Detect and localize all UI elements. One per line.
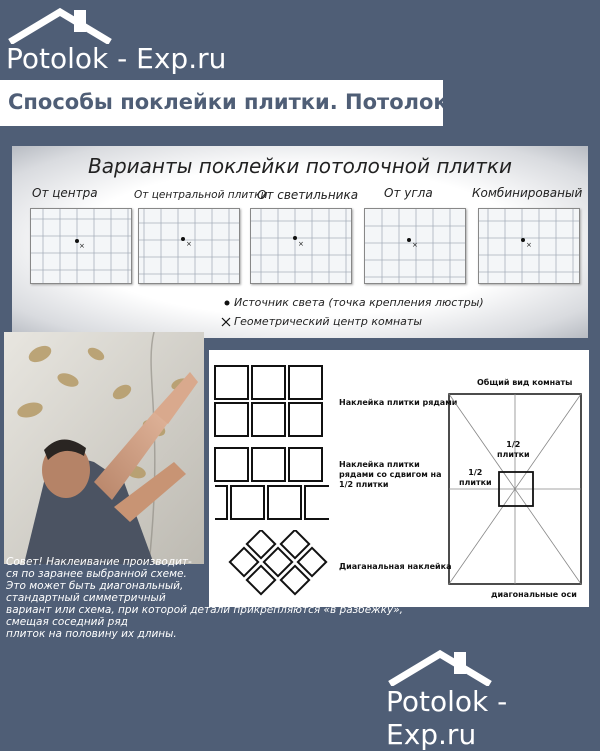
svg-text:×: × — [526, 241, 532, 249]
variant-label-lamp: От светильника — [257, 188, 359, 202]
label-diagonal: Диаганальная наклейка — [339, 562, 452, 571]
house-roof-icon — [386, 646, 496, 686]
label-half-tile-left: 1/2 плитки — [459, 468, 492, 487]
room-overview-diagram — [447, 392, 585, 588]
room-center-cross-icon — [220, 316, 232, 328]
variant-label-corner: От угла — [384, 186, 433, 200]
offset-rows-diagram — [213, 446, 331, 526]
variant-label-center: От центра — [32, 186, 98, 200]
page-title: Способы поклейки плитки. Потолок — [8, 90, 448, 114]
svg-text:×: × — [186, 240, 192, 248]
label-diagonal-axes: диагональные оси — [491, 590, 577, 599]
label-room-view: Общий вид комнаты — [477, 378, 573, 387]
straight-rows-diagram — [213, 364, 325, 438]
variant-label-combined: Комбинированый — [472, 186, 583, 200]
svg-text:×: × — [412, 241, 418, 249]
variant-label-central-tile: От центральной плитки — [134, 189, 268, 201]
layout-grid-center — [30, 208, 132, 284]
layout-grid-central-tile — [138, 208, 240, 284]
label-half-tile-top: 1/2 плитки — [497, 440, 530, 459]
brand-logo-text[interactable]: Potolok - Exp.ru — [386, 685, 508, 751]
svg-text:×: × — [79, 242, 85, 250]
layout-grid-corner — [364, 208, 466, 284]
label-straight-rows: Наклейка плитки рядами — [339, 398, 458, 407]
legend-light-source: Источник света (точка крепления люстры) — [234, 296, 484, 309]
layout-grid-lamp — [250, 208, 352, 284]
house-roof-icon — [6, 4, 116, 44]
variants-panel — [12, 146, 588, 338]
advice-text: Совет! Наклеивание производит- ся по заранее выбранной схеме. Это может быть диагональный, стандартный симметричный вариант или схема, при которой детали прикрепляются «в разбежку», смещая соседний ряд плиток на половину их длины. — [6, 556, 403, 640]
svg-text:×: × — [298, 240, 304, 248]
layout-grid-combined — [478, 208, 580, 284]
variants-title: Варианты поклейки потолочной плитки — [87, 154, 512, 178]
light-source-dot-icon — [222, 298, 232, 308]
ceiling-tiling-photo — [4, 332, 204, 564]
label-offset-rows: Наклейка плитки рядами со сдвигом на 1/2 плитки — [339, 460, 442, 489]
legend-room-center: Геометрический центр комнаты — [234, 315, 423, 328]
brand-logo-text[interactable]: Potolok - Exp.ru — [6, 42, 227, 75]
